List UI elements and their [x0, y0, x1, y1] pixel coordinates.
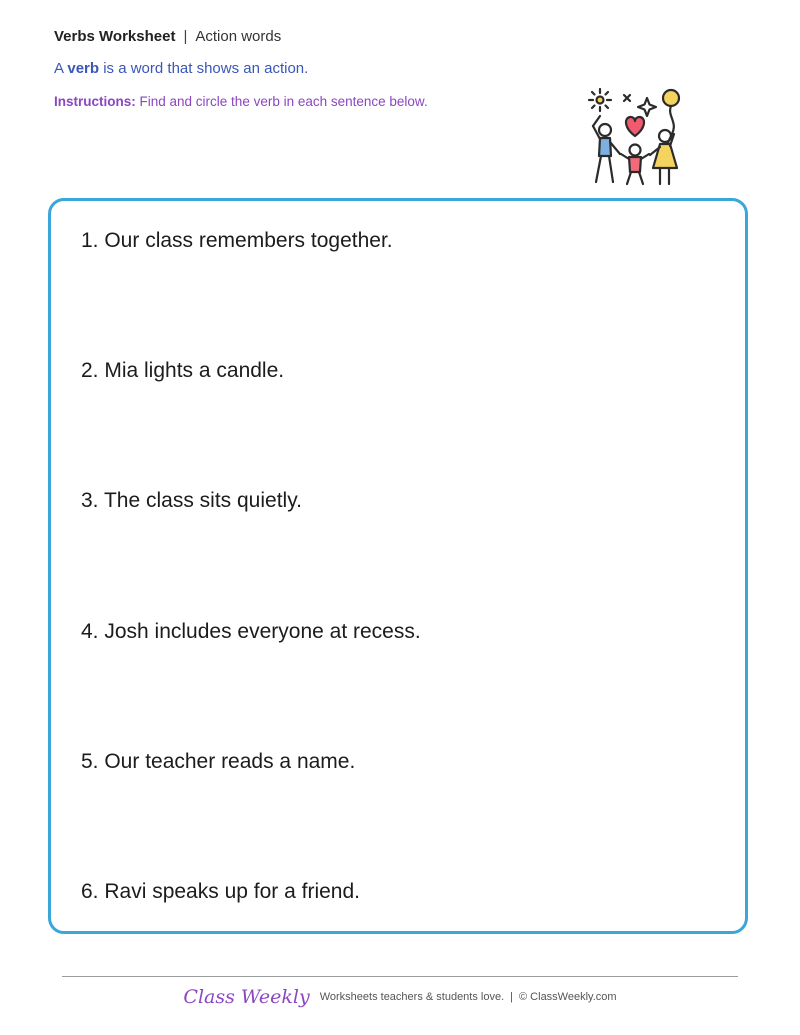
definition-term: verb [67, 60, 100, 77]
worksheet-subtitle: Action words [195, 28, 282, 45]
header-separator: | [183, 28, 188, 45]
sentence-5[interactable]: 5. Our teacher reads a name. [81, 750, 356, 773]
worksheet-title: Verbs Worksheet [54, 28, 176, 45]
definition-prefix: A [54, 60, 68, 77]
footer [0, 986, 800, 1008]
brand-logo: Class Weekly [183, 986, 310, 1008]
sentence-1[interactable]: 1. Our class remembers together. [81, 229, 393, 252]
sentence-2[interactable]: 2. Mia lights a candle. [81, 359, 285, 382]
footer-separator: | [510, 991, 514, 1003]
instructions [54, 94, 428, 109]
footer-divider [62, 976, 738, 977]
instructions-text: Find and circle the verb in each sentence below. [135, 94, 428, 109]
sentence-4[interactable]: 4. Josh includes everyone at recess. [81, 620, 421, 643]
sentences-card [48, 198, 748, 934]
sentence-3[interactable]: 3. The class sits quietly. [81, 489, 302, 512]
footer-tagline: Worksheets teachers & students love. [319, 991, 505, 1003]
worksheet-header [54, 28, 281, 46]
family-celebration-icon [580, 86, 690, 190]
verb-definition [54, 60, 308, 77]
sentence-6[interactable]: 6. Ravi speaks up for a friend. [81, 880, 360, 903]
instructions-label: Instructions: [54, 94, 136, 109]
definition-suffix: is a word that shows an action. [99, 60, 309, 77]
footer-copyright: © ClassWeekly.com [519, 991, 617, 1003]
